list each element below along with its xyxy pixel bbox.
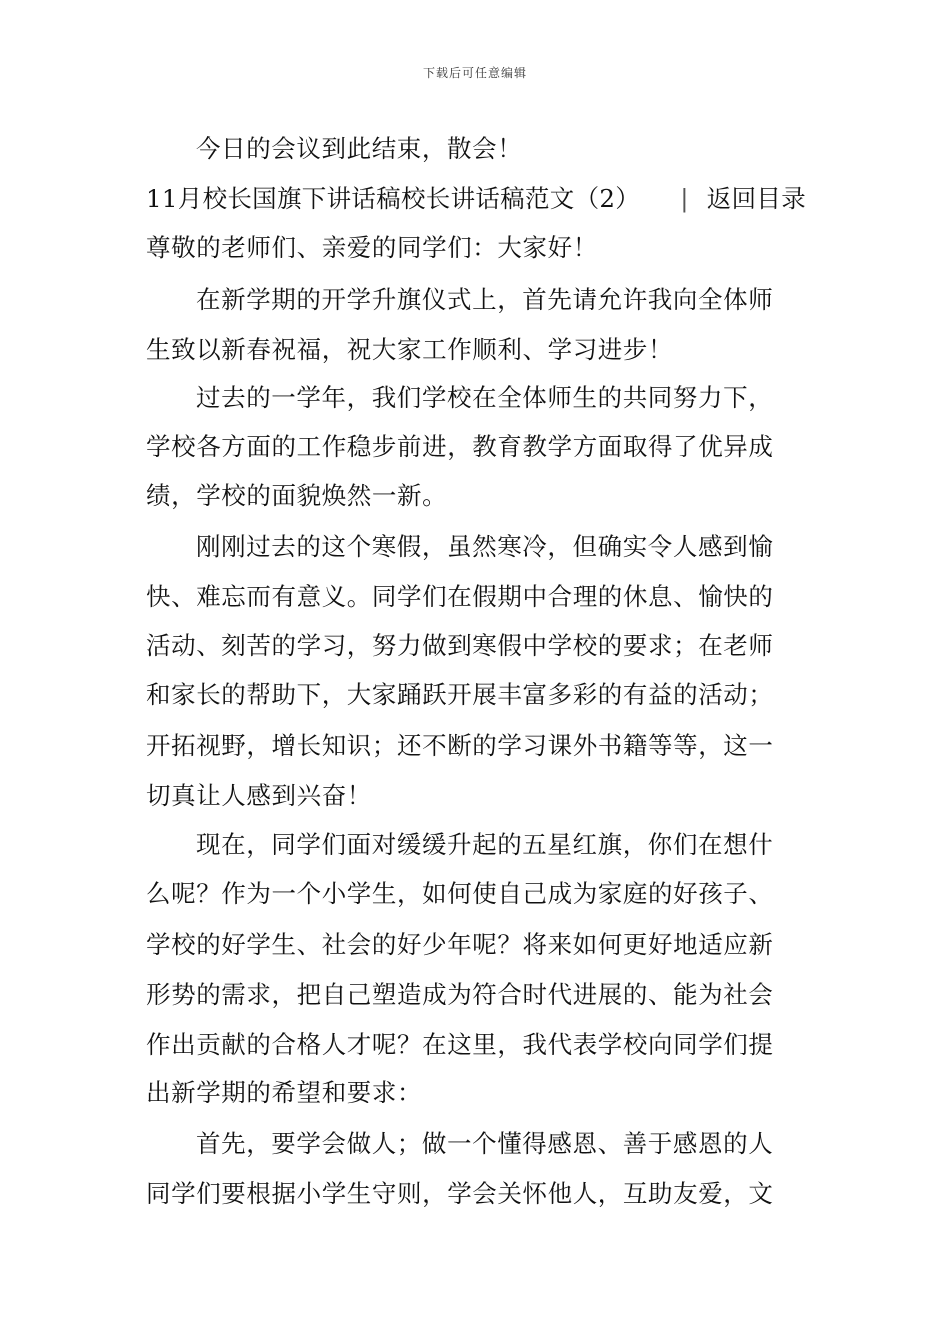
section-title: 11月校长国旗下讲话稿校长讲话稿范文（2） (146, 184, 641, 213)
paragraph-line: 切真让人感到兴奋！ (146, 781, 372, 810)
paragraph-line: 刚刚过去的这个寒假，虽然寒冷，但确实令人感到愉 (196, 532, 774, 561)
toc-nav (658, 184, 806, 214)
paragraph-line: 过去的一学年，我们学校在全体师生的共同努力下， (196, 383, 774, 412)
paragraph-line: 在新学期的开学升旗仪式上，首先请允许我向全体师 (196, 285, 774, 314)
paragraph-line: 和家长的帮助下，大家踊跃开展丰富多彩的有益的活动； (146, 680, 774, 709)
separator: | (680, 184, 689, 213)
paragraph-line: 快、难忘而有意义。同学们在假期中合理的休息、愉快的 (146, 582, 774, 611)
paragraph-line: 生致以新春祝福，祝大家工作顺利、学习进步！ (146, 335, 674, 364)
closing-line: 今日的会议到此结束，散会！ (196, 134, 523, 163)
paragraph-line: 同学们要根据小学生守则，学会关怀他人，互助友爱，文 (146, 1179, 774, 1208)
paragraph-line: 么呢？作为一个小学生，如何使自己成为家庭的好孩子、 (146, 879, 774, 908)
paragraph-line: 绩，学校的面貌焕然一新。 (146, 481, 448, 510)
back-to-toc-link[interactable]: 返回目录 (706, 184, 806, 213)
paragraph-line: 出新学期的希望和要求： (146, 1078, 423, 1107)
paragraph-line: 形势的需求，把自己塑造成为符合时代进展的、能为社会 (146, 980, 774, 1009)
paragraph-line: 首先，要学会做人；做一个懂得感恩、善于感恩的人 (196, 1129, 774, 1158)
paragraph-line: 学校的好学生、社会的好少年呢？将来如何更好地适应新 (146, 930, 774, 959)
paragraph-line: 活动、刻苦的学习，努力做到寒假中学校的要求；在老师 (146, 631, 774, 660)
paragraph-line: 开拓视野，增长知识；还不断的学习课外书籍等等，这一 (146, 731, 774, 760)
paragraph-line: 作出贡献的合格人才呢？在这里，我代表学校向同学们提 (146, 1030, 774, 1059)
greeting: 尊敬的老师们、亲爱的同学们：大家好！ (146, 233, 598, 262)
section-title-row (146, 184, 806, 214)
paragraph-line: 现在，同学们面对缓缓升起的五星红旗，你们在想什 (196, 830, 774, 859)
paragraph-line: 学校各方面的工作稳步前进，教育教学方面取得了优异成 (146, 432, 774, 461)
page-header: 下载后可任意编辑 (422, 66, 527, 80)
